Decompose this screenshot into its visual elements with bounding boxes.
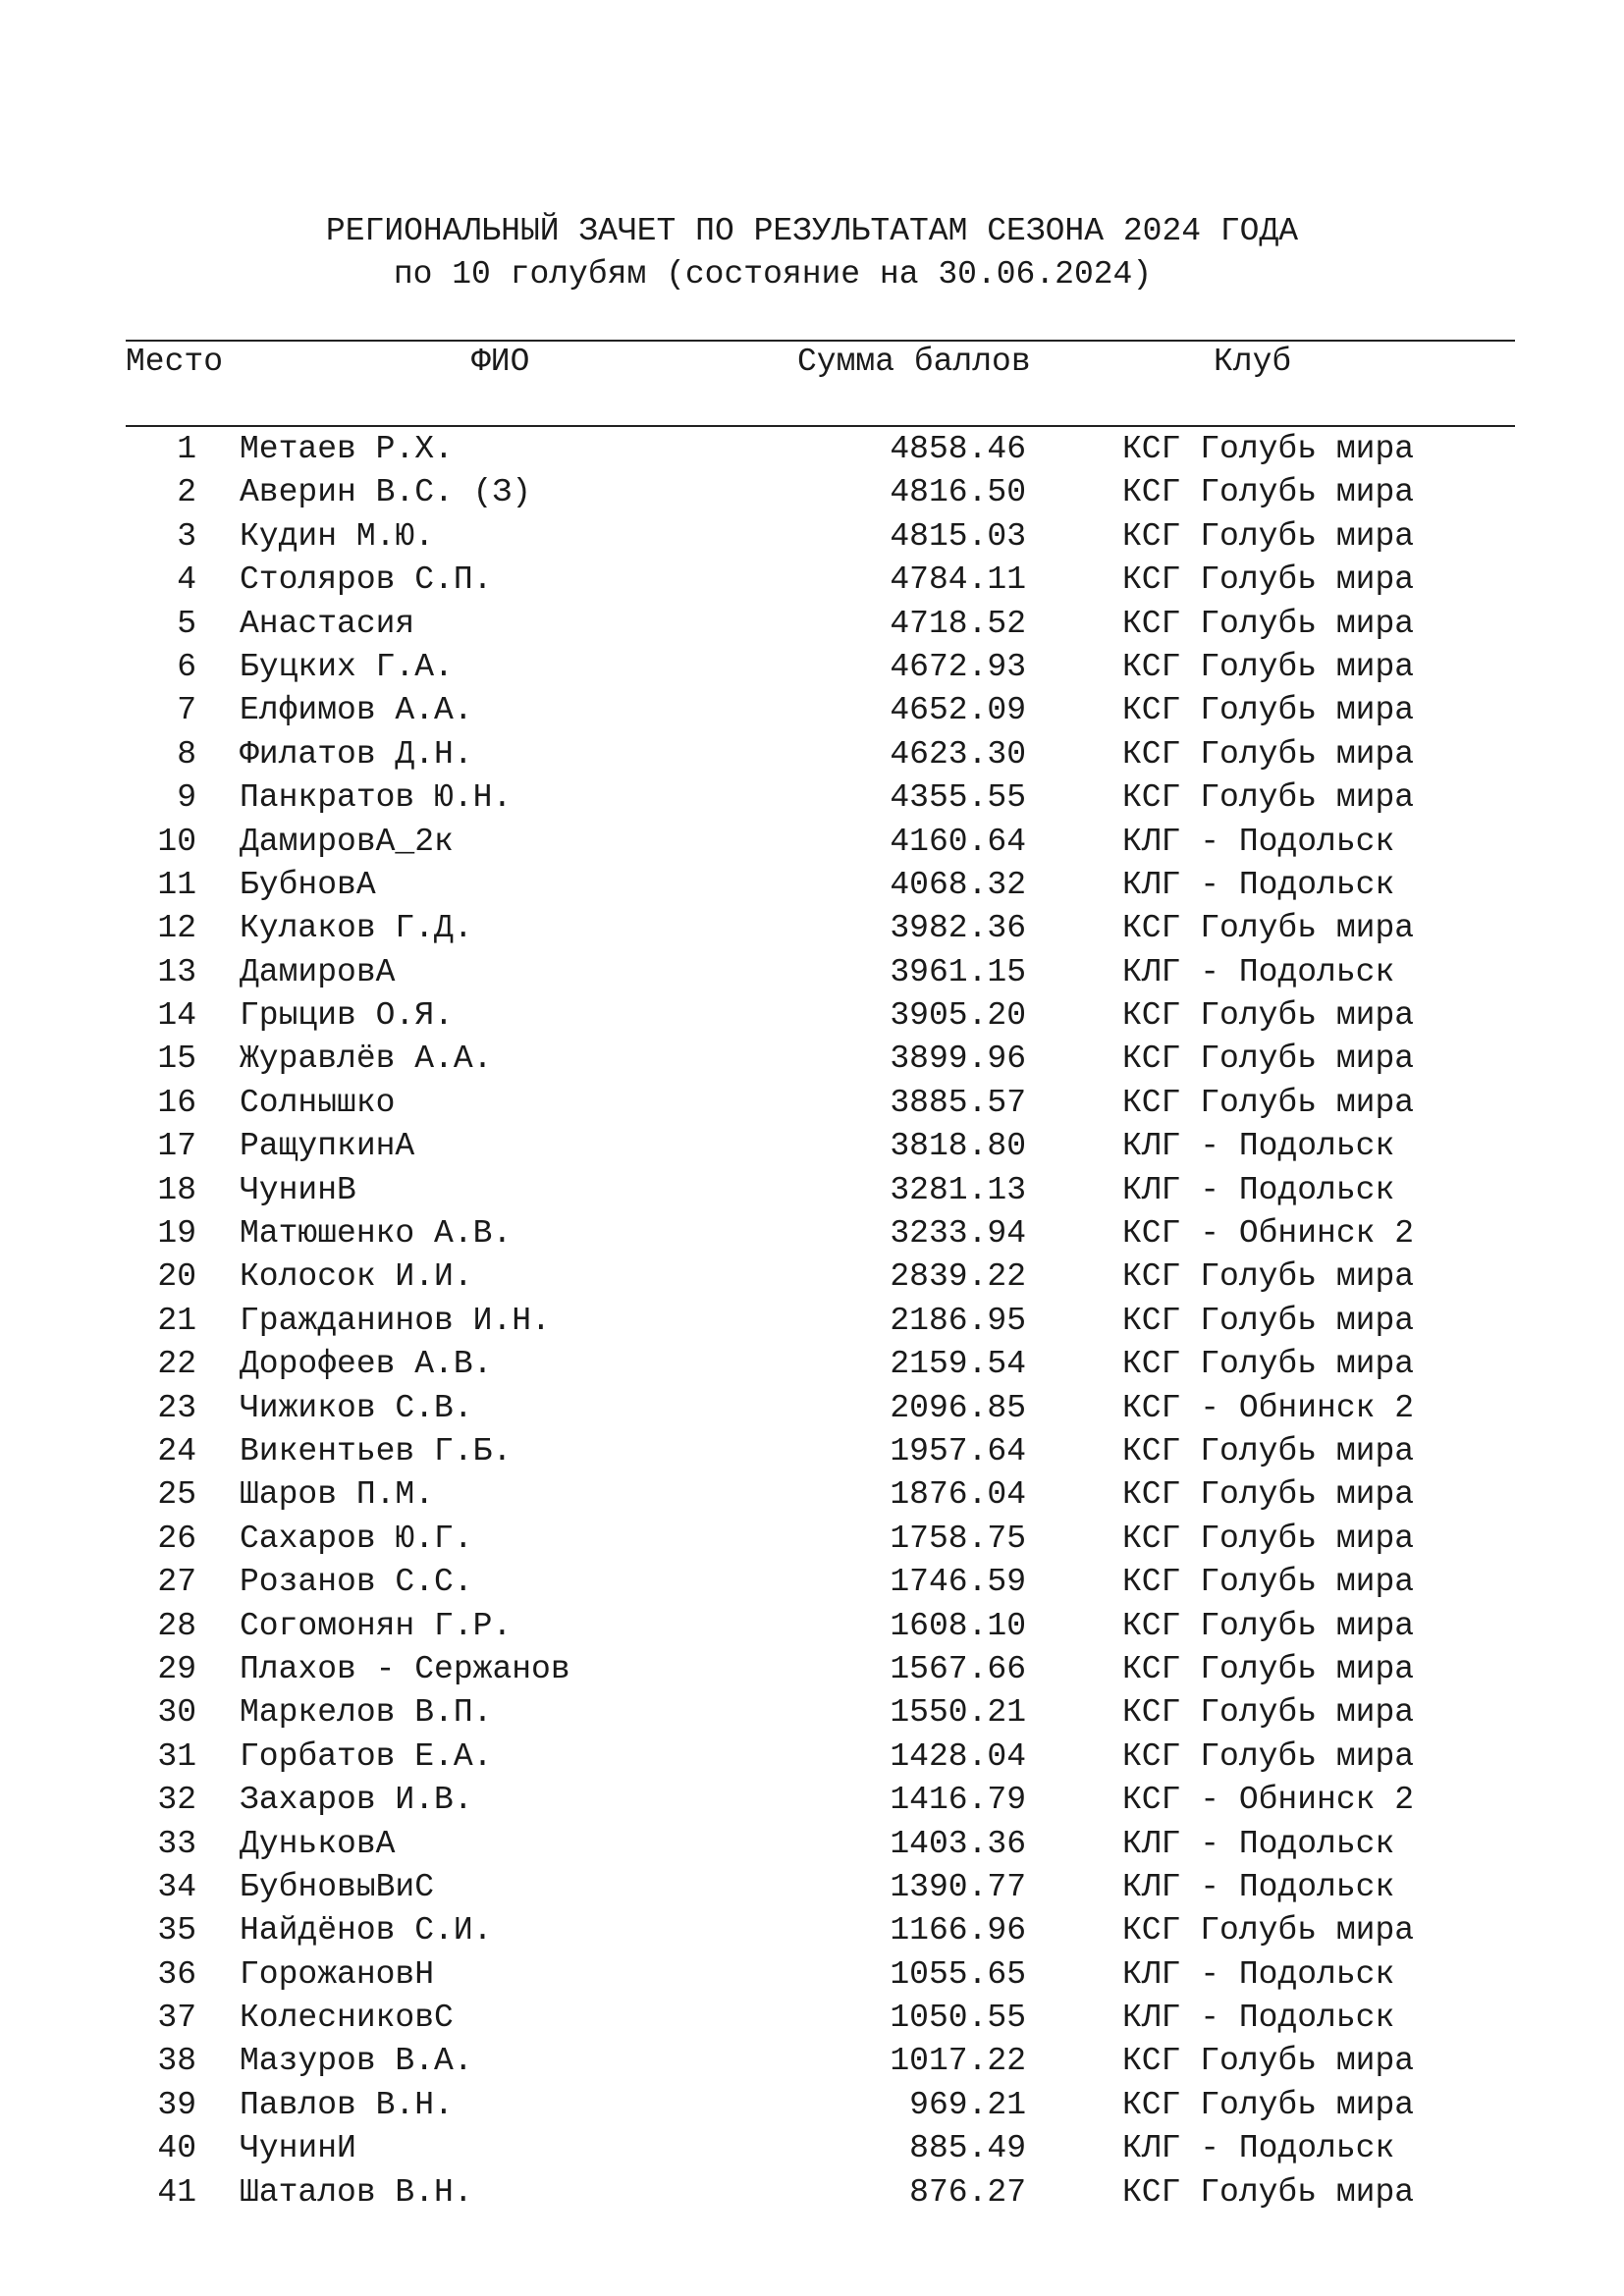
row-name: Грыцив О.Я. [240,997,454,1035]
row-place: 35 [157,1912,196,1949]
row-place: 4 [177,561,196,599]
row-name: Солнышко [240,1084,396,1121]
row-club: КЛГ - Подольск [1122,1825,1395,1862]
row-sum: 1567.66 [890,1650,1026,1687]
row-place: 29 [157,1650,196,1687]
row-club: КЛГ - Подольск [1122,1171,1395,1208]
table-row [0,689,1624,732]
row-name: Сахаров Ю.Г. [240,1520,473,1557]
row-sum: 3961.15 [890,953,1026,990]
row-club: КСГ Голубь мира [1122,1084,1415,1121]
row-club: КСГ Голубь мира [1122,1346,1415,1383]
table-row [0,1387,1624,1430]
row-name: Матюшенко А.В. [240,1215,513,1253]
row-place: 8 [177,735,196,773]
row-place: 28 [157,1607,196,1644]
row-name: Журавлёв А.А. [240,1041,493,1078]
row-sum: 4623.30 [890,735,1026,773]
row-sum: 1017.22 [890,2043,1026,2080]
row-sum: 3885.57 [890,1084,1026,1121]
row-name: ДамировА [240,953,396,990]
row-sum: 4784.11 [890,561,1026,599]
row-club: КЛГ - Подольск [1122,1955,1395,1993]
row-sum: 2839.22 [890,1258,1026,1296]
page-title: РЕГИОНАЛЬНЫЙ ЗАЧЕТ ПО РЕЗУЛЬТАТАМ СЕЗОНА 2024 ГОДА [325,213,1299,249]
row-name: Чижиков С.В. [240,1389,473,1426]
row-place: 27 [157,1564,196,1601]
row-sum: 1876.04 [890,1476,1026,1514]
row-place: 24 [157,1432,196,1469]
row-place: 17 [157,1128,196,1165]
row-club: КСГ Голубь мира [1122,2086,1415,2123]
row-club: КЛГ - Подольск [1122,1128,1395,1165]
row-name: Колосок И.И. [240,1258,473,1296]
row-name: Гражданинов И.Н. [240,1302,551,1339]
row-club: КСГ Голубь мира [1122,1607,1415,1644]
row-name: Найдёнов С.И. [240,1912,493,1949]
table-row [0,907,1624,950]
table-row [0,1169,1624,1212]
row-sum: 3905.20 [890,997,1026,1035]
row-sum: 1050.55 [890,2000,1026,2037]
table-row [0,1823,1624,1866]
table-row [0,1735,1624,1779]
row-place: 9 [177,779,196,817]
table-row [0,1648,1624,1691]
row-sum: 3233.94 [890,1215,1026,1253]
row-name: Павлов В.Н. [240,2086,454,2123]
row-club: КСГ Голубь мира [1122,1650,1415,1687]
row-name: КолесниковС [240,2000,454,2037]
row-place: 34 [157,1868,196,1905]
table-row [0,1779,1624,1822]
table-row [0,1255,1624,1299]
row-place: 12 [157,910,196,947]
row-club: КСГ Голубь мира [1122,1564,1415,1601]
row-place: 26 [157,1520,196,1557]
row-sum: 3281.13 [890,1171,1026,1208]
row-club: КСГ Голубь мира [1122,1476,1415,1514]
table-row [0,1953,1624,1997]
row-sum: 4718.52 [890,605,1026,642]
row-place: 20 [157,1258,196,1296]
table-row [0,1125,1624,1168]
row-sum: 1055.65 [890,1955,1026,1993]
row-sum: 876.27 [909,2173,1026,2211]
row-club: КСГ Голубь мира [1122,2173,1415,2211]
row-place: 15 [157,1041,196,1078]
table-row [0,1473,1624,1517]
row-club: КСГ Голубь мира [1122,692,1415,729]
table-row [0,1997,1624,2040]
table-row [0,2171,1624,2215]
row-club: КСГ Голубь мира [1122,1302,1415,1339]
page-subtitle: по 10 голубям (состояние на 30.06.2024) [393,256,1153,293]
table-row [0,1518,1624,1561]
row-club: КЛГ - Подольск [1122,953,1395,990]
table-row [0,1212,1624,1255]
row-place: 21 [157,1302,196,1339]
row-sum: 2096.85 [890,1389,1026,1426]
row-name: Столяров С.П. [240,561,493,599]
row-place: 10 [157,823,196,860]
table-row [0,471,1624,514]
row-name: ГорожановН [240,1955,435,1993]
row-place: 5 [177,605,196,642]
row-club: КСГ - Обнинск 2 [1122,1389,1415,1426]
row-name: РащупкинА [240,1128,415,1165]
row-sum: 969.21 [909,2086,1026,2123]
row-sum: 4160.64 [890,823,1026,860]
table-row [0,864,1624,907]
row-place: 1 [177,431,196,467]
row-name: Шаталов В.Н. [240,2173,473,2211]
row-place: 31 [157,1737,196,1775]
row-sum: 3982.36 [890,910,1026,947]
row-name: Плахов - Сержанов [240,1650,570,1687]
row-club: КЛГ - Подольск [1122,866,1395,903]
row-sum: 1416.79 [890,1782,1026,1819]
table-row [0,1909,1624,1952]
row-sum: 1550.21 [890,1694,1026,1732]
table-row [0,951,1624,994]
table-row [0,733,1624,776]
row-name: Кудин М.Ю. [240,517,435,555]
table-row [0,1038,1624,1081]
row-club: КСГ Голубь мира [1122,1912,1415,1949]
table-row [0,821,1624,864]
column-header-sum: Сумма баллов [797,344,1031,380]
row-club: КСГ Голубь мира [1122,997,1415,1035]
row-sum: 4355.55 [890,779,1026,817]
row-place: 6 [177,648,196,685]
row-name: ДамировА_2к [240,823,454,860]
row-sum: 4815.03 [890,517,1026,555]
row-club: КСГ Голубь мира [1122,431,1415,467]
row-sum: 1403.36 [890,1825,1026,1862]
row-name: Метаев Р.Х. [240,431,454,467]
row-name: Анастасия [240,605,415,642]
table-row [0,1605,1624,1648]
table-row [0,1343,1624,1386]
row-club: КСГ Голубь мира [1122,648,1415,685]
row-club: КСГ Голубь мира [1122,910,1415,947]
row-name: ЧунинИ [240,2130,356,2167]
table-row [0,1082,1624,1125]
row-place: 23 [157,1389,196,1426]
row-sum: 4858.46 [890,431,1026,467]
row-club: КСГ - Обнинск 2 [1122,1215,1415,1253]
row-sum: 4672.93 [890,648,1026,685]
table-row [0,428,1624,471]
row-place: 13 [157,953,196,990]
row-sum: 1746.59 [890,1564,1026,1601]
row-place: 18 [157,1171,196,1208]
row-place: 2 [177,474,196,511]
row-sum: 4652.09 [890,692,1026,729]
row-sum: 2186.95 [890,1302,1026,1339]
row-name: Захаров И.В. [240,1782,473,1819]
row-sum: 1166.96 [890,1912,1026,1949]
row-club: КСГ Голубь мира [1122,1041,1415,1078]
row-name: Согомонян Г.Р. [240,1607,513,1644]
table-row [0,603,1624,646]
row-club: КСГ Голубь мира [1122,1258,1415,1296]
row-place: 36 [157,1955,196,1993]
column-header-name: ФИО [471,344,530,380]
row-club: КСГ Голубь мира [1122,561,1415,599]
row-name: Маркелов В.П. [240,1694,493,1732]
column-header-place: Место [126,344,224,380]
table-row [0,559,1624,602]
row-sum: 2159.54 [890,1346,1026,1383]
table-row [0,1430,1624,1473]
row-club: КЛГ - Подольск [1122,2000,1395,2037]
column-header-club: Клуб [1214,344,1292,380]
header-bottom-rule [126,425,1515,427]
row-place: 37 [157,2000,196,2037]
row-place: 30 [157,1694,196,1732]
row-place: 38 [157,2043,196,2080]
row-name: Буцких Г.А. [240,648,454,685]
row-name: Елфимов А.А. [240,692,473,729]
row-sum: 1758.75 [890,1520,1026,1557]
row-club: КСГ Голубь мира [1122,1694,1415,1732]
row-place: 33 [157,1825,196,1862]
row-place: 25 [157,1476,196,1514]
row-name: ДуньковА [240,1825,396,1862]
row-club: КЛГ - Подольск [1122,1868,1395,1905]
row-sum: 885.49 [909,2130,1026,2167]
row-club: КСГ Голубь мира [1122,1520,1415,1557]
row-club: КСГ - Обнинск 2 [1122,1782,1415,1819]
row-club: КЛГ - Подольск [1122,823,1395,860]
row-club: КСГ Голубь мира [1122,474,1415,511]
row-sum: 1390.77 [890,1868,1026,1905]
table-row [0,515,1624,559]
row-place: 32 [157,1782,196,1819]
table-row [0,776,1624,820]
row-name: Викентьев Г.Б. [240,1432,513,1469]
row-name: Панкратов Ю.Н. [240,779,513,817]
row-name: Кулаков Г.Д. [240,910,473,947]
row-name: БубновыВиС [240,1868,435,1905]
row-name: Дорофеев А.В. [240,1346,493,1383]
row-sum: 3899.96 [890,1041,1026,1078]
row-club: КЛГ - Подольск [1122,2130,1395,2167]
row-sum: 1428.04 [890,1737,1026,1775]
row-place: 11 [157,866,196,903]
row-place: 40 [157,2130,196,2167]
row-sum: 1608.10 [890,1607,1026,1644]
table-row [0,1300,1624,1343]
table-row [0,2084,1624,2127]
row-name: Аверин В.С. (З) [240,474,532,511]
table-row [0,1691,1624,1735]
row-place: 7 [177,692,196,729]
row-name: Шаров П.М. [240,1476,435,1514]
row-name: ЧунинВ [240,1171,356,1208]
row-club: КСГ Голубь мира [1122,735,1415,773]
row-place: 14 [157,997,196,1035]
table-row [0,646,1624,689]
row-club: КСГ Голубь мира [1122,517,1415,555]
row-name: Розанов С.С. [240,1564,473,1601]
row-sum: 3818.80 [890,1128,1026,1165]
row-name: Горбатов Е.А. [240,1737,493,1775]
table-row [0,2040,1624,2083]
table-row [0,1866,1624,1909]
row-place: 41 [157,2173,196,2211]
row-club: КСГ Голубь мира [1122,2043,1415,2080]
row-club: КСГ Голубь мира [1122,1737,1415,1775]
row-sum: 4068.32 [890,866,1026,903]
table-row [0,994,1624,1038]
row-place: 22 [157,1346,196,1383]
row-place: 39 [157,2086,196,2123]
row-club: КСГ Голубь мира [1122,605,1415,642]
row-name: Филатов Д.Н. [240,735,473,773]
row-place: 19 [157,1215,196,1253]
table-row [0,1561,1624,1604]
table-row [0,2127,1624,2170]
row-name: БубновА [240,866,376,903]
row-club: КСГ Голубь мира [1122,1432,1415,1469]
row-name: Мазуров В.А. [240,2043,473,2080]
row-club: КСГ Голубь мира [1122,779,1415,817]
row-place: 16 [157,1084,196,1121]
row-place: 3 [177,517,196,555]
row-sum: 1957.64 [890,1432,1026,1469]
row-sum: 4816.50 [890,474,1026,511]
results-table [0,428,1624,2215]
